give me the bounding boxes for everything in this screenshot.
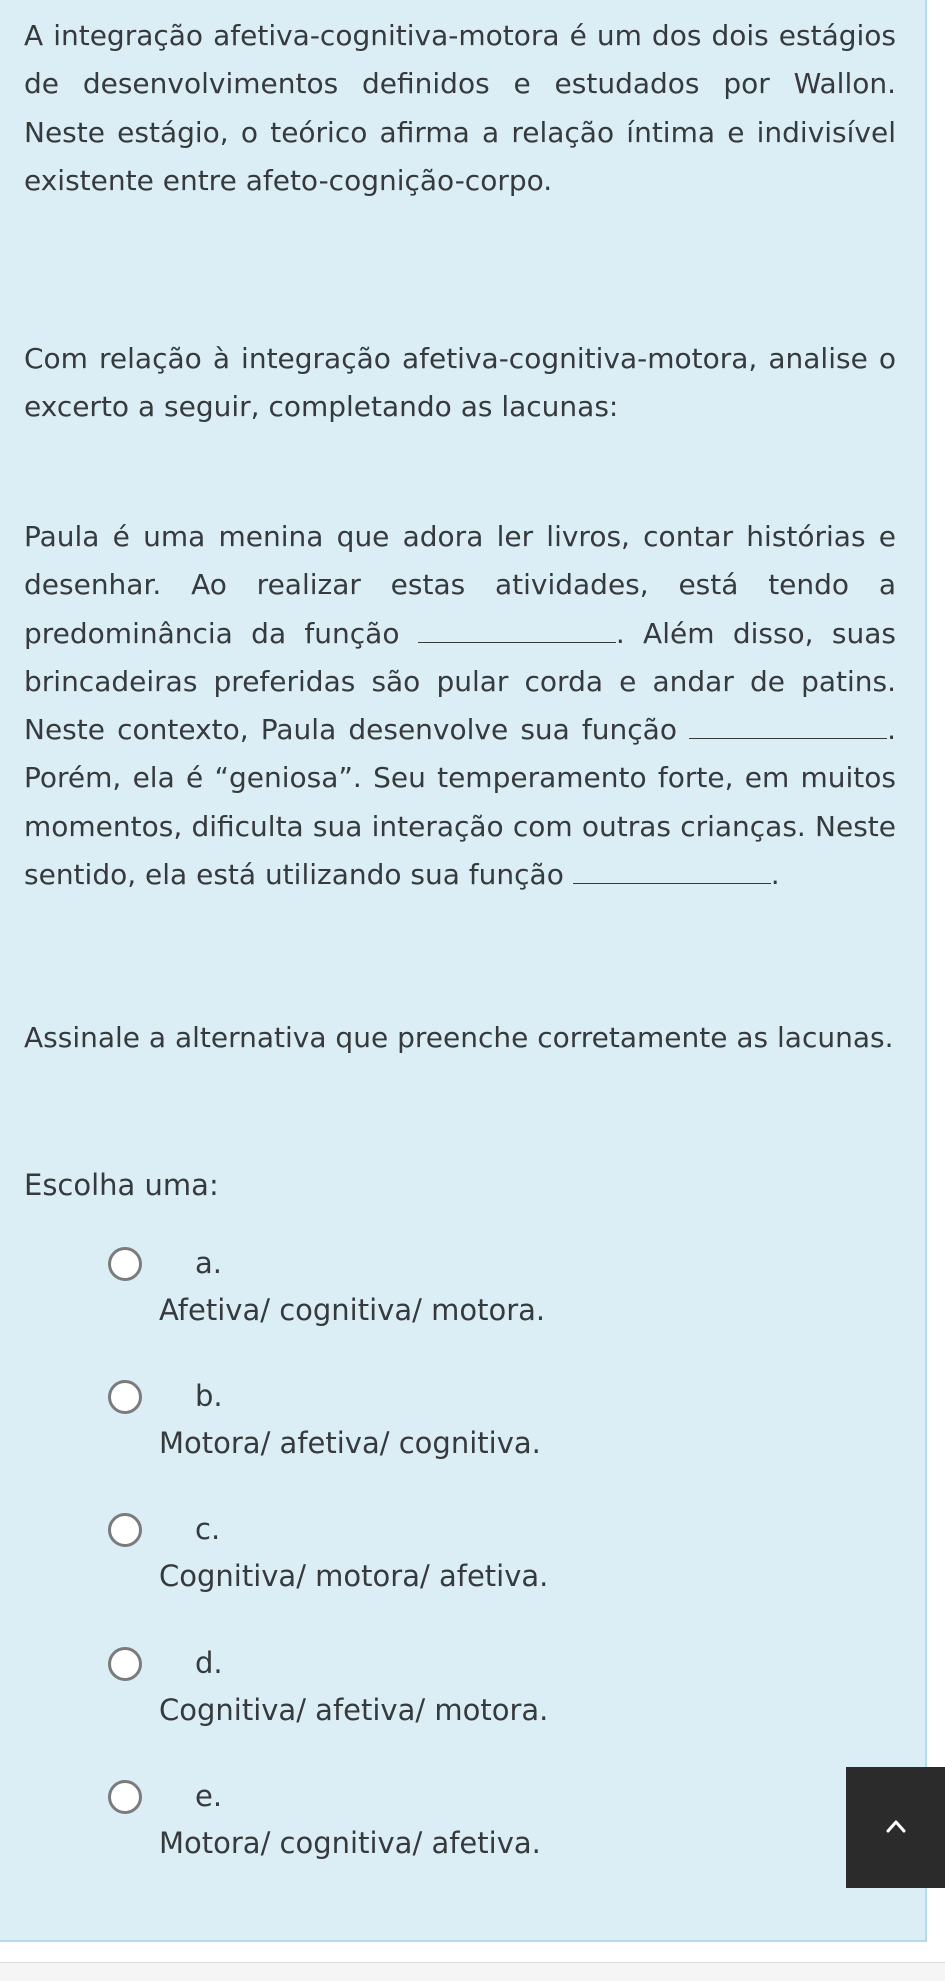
option-d-letter: d. — [195, 1646, 223, 1680]
option-d[interactable] — [0, 1635, 927, 1745]
excerpt-text-2: . Além disso, suas brincadeiras preferidas são pular corda e andar de patins. Neste contexto, Paula desenvolve sua função — [24, 616, 896, 747]
option-a-label[interactable]: Afetiva/ cognitiva/ motora. — [159, 1293, 546, 1327]
option-b-label[interactable]: Motora/ afetiva/ cognitiva. — [159, 1426, 541, 1460]
option-c-radio[interactable] — [108, 1513, 142, 1547]
option-e-letter: e. — [195, 1779, 223, 1813]
option-b[interactable] — [0, 1368, 927, 1478]
excerpt-text-1: Paula é uma menina que adora ler livros, contar histórias e desenhar. Ao realizar estas atividades, está tendo a predominância da função — [24, 520, 896, 650]
option-a-letter: a. — [195, 1246, 222, 1280]
option-c-letter: c. — [195, 1512, 221, 1546]
option-d-label[interactable]: Cognitiva/ afetiva/ motora. — [159, 1693, 549, 1727]
option-d-radio[interactable] — [108, 1647, 142, 1681]
excerpt-text-4: . — [770, 858, 780, 892]
back-to-top-button[interactable] — [846, 1767, 945, 1888]
excerpt-text-3: . Porém, ela é “geniosa”. Seu temperamento forte, em muitos momentos, dificulta sua interação com outras crianças. Neste sentido, ela está utilizando sua função — [24, 713, 896, 892]
option-b-radio[interactable] — [108, 1380, 142, 1414]
option-c-label[interactable]: Cognitiva/ motora/ afetiva. — [159, 1559, 549, 1593]
question-instruction-paragraph: Com relação à integração afetiva-cognitiva-motora, analise o excerto a seguir, completando as lacunas: — [24, 342, 896, 424]
option-b-letter: b. — [195, 1379, 223, 1413]
blank-3 — [573, 861, 771, 884]
chevron-up-icon — [886, 1819, 906, 1833]
blank-2 — [689, 716, 887, 739]
footer-bar — [0, 1962, 945, 1981]
option-c[interactable] — [0, 1501, 927, 1611]
option-e[interactable] — [0, 1768, 927, 1878]
question-task-paragraph: Assinale a alternativa que preenche corretamente as lacunas. — [24, 1021, 894, 1054]
blank-1 — [418, 619, 616, 642]
answer-prompt: Escolha uma: — [24, 1168, 219, 1202]
option-e-radio[interactable] — [108, 1780, 142, 1814]
option-a[interactable] — [0, 1235, 927, 1345]
question-excerpt-paragraph — [24, 513, 896, 899]
question-intro-paragraph: A integração afetiva-cognitiva-motora é um dos dois estágios de desenvolvimentos definidos e estudados por Wallon. Neste estágio, o teórico afirma a relação íntima e indivisível existente entre afeto-cognição-corpo. — [24, 19, 896, 197]
option-a-radio[interactable] — [108, 1247, 142, 1281]
option-e-label[interactable]: Motora/ cognitiva/ afetiva. — [159, 1826, 541, 1860]
